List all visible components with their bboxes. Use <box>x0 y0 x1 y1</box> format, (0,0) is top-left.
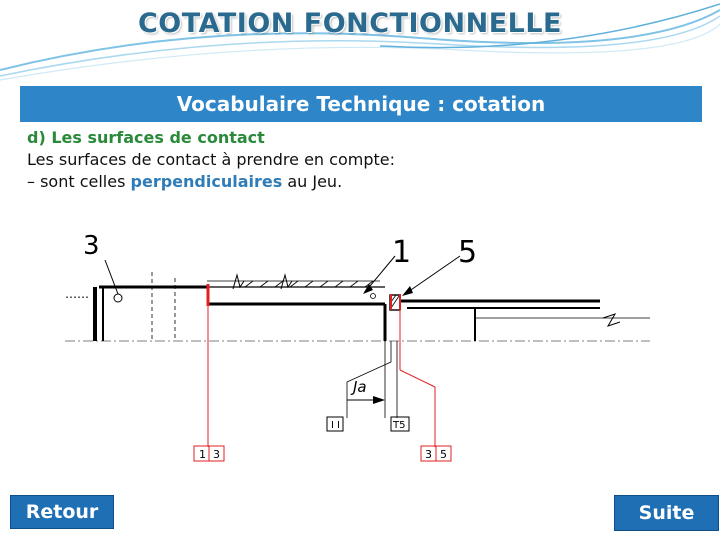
text-line-2-suffix: au Jeu. <box>282 172 343 191</box>
shaft-hatching <box>245 281 373 287</box>
box-right-b: 5 <box>440 448 447 461</box>
box-left-a: 1 <box>199 448 206 461</box>
content-text <box>27 127 395 193</box>
callout-1: 1 <box>392 235 412 270</box>
callout-5: 5 <box>458 235 478 270</box>
ja-label: Ja <box>353 378 367 396</box>
technical-drawing <box>55 222 655 467</box>
callout-3: 3 <box>83 231 100 261</box>
retour-button[interactable]: Retour <box>10 495 114 529</box>
box-left-b: 3 <box>213 448 220 461</box>
section-heading: d) Les surfaces de contact <box>27 128 265 147</box>
highlight-perpendiculaires: perpendiculaires <box>130 172 283 191</box>
callout-5-arrowhead <box>402 286 413 296</box>
shaft-small-circle <box>371 294 376 299</box>
text-line-2-prefix: – sont celles <box>27 172 131 191</box>
section-banner: Vocabulaire Technique : cotation <box>20 86 702 122</box>
box-mid-a: I <box>331 420 334 431</box>
box-mid-b: I <box>337 420 340 431</box>
part1-washer-hatch <box>391 295 399 308</box>
text-line-1: Les surfaces de contact à prendre en compte: <box>27 150 395 169</box>
suite-button[interactable]: Suite <box>614 495 719 531</box>
ja-arrowhead <box>373 396 385 404</box>
box-right <box>421 446 451 461</box>
extension-line-right-route <box>400 370 435 447</box>
part3-hole <box>114 294 122 302</box>
callout-1-arrowhead <box>363 284 373 294</box>
callout-5-leader <box>405 256 460 294</box>
dots-label: …… <box>65 287 89 301</box>
box-mid <box>327 417 409 431</box>
page-title: COTATION FONCTIONNELLE <box>137 8 562 39</box>
box-mid-c: T5 <box>393 420 406 431</box>
box-left <box>194 446 224 461</box>
break-line-3 <box>603 314 620 326</box>
box-right-a: 3 <box>425 448 432 461</box>
callout-3-leader <box>105 260 118 294</box>
text-line-2 <box>27 171 395 193</box>
